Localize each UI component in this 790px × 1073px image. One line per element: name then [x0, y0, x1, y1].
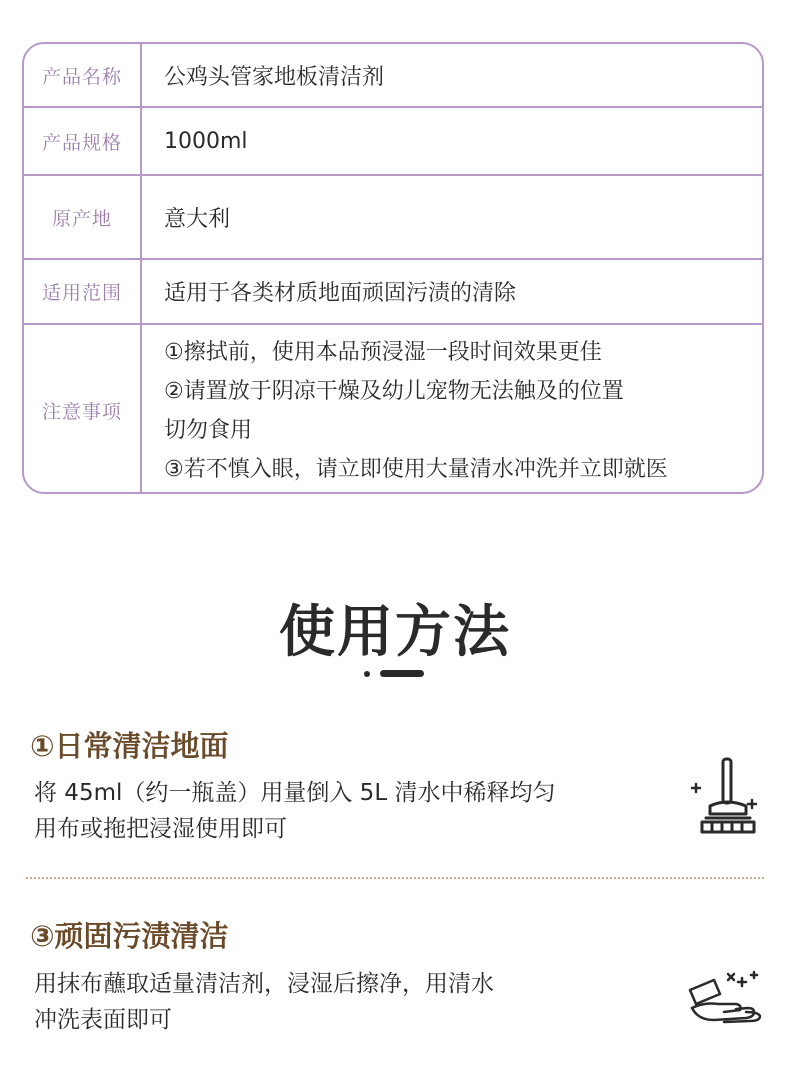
- step-desc-stubborn: [34, 966, 674, 1038]
- spec-label: 产品名称: [24, 44, 142, 106]
- spec-value: 适用于各类材质地面顽固污渍的清除: [164, 281, 517, 306]
- deco-dot: [364, 671, 370, 677]
- spec-label: 原产地: [24, 176, 142, 258]
- broom-icon: [688, 756, 760, 838]
- section-title: 使用方法: [279, 600, 511, 665]
- step-desc-line: 用布或拖把浸湿使用即可: [34, 816, 287, 842]
- step-desc-line: 将 45ml（约一瓶盖）用量倒入 5L 清水中稀释均匀: [34, 780, 556, 806]
- spec-row-size: [24, 108, 762, 176]
- hand-wiping-icon: [684, 968, 766, 1026]
- step-title-daily: ①日常清洁地面: [30, 729, 229, 763]
- note-line: ②请置放于阴凉干燥及幼儿宠物无法触及的位置: [164, 378, 624, 404]
- spec-value: 意大利: [164, 206, 231, 232]
- step-desc-line: 用抹布蘸取适量清洁剂，浸湿后擦净，用清水: [34, 971, 494, 997]
- step-title-stubborn: ③顽固污渍清洁: [30, 919, 229, 953]
- spec-label: 注意事项: [24, 325, 142, 494]
- spec-value: 1000ml: [164, 128, 248, 154]
- step-desc-daily: [34, 775, 674, 847]
- spec-row-notes: [24, 325, 762, 494]
- notes-list: [142, 325, 762, 494]
- spec-row-origin: [24, 176, 762, 260]
- deco-bar: [380, 670, 424, 677]
- note-line: ①擦拭前，使用本品预浸湿一段时间效果更佳: [164, 339, 602, 365]
- section-divider: [26, 877, 764, 879]
- spec-row-name: [24, 44, 762, 108]
- note-line: 切勿食用: [164, 417, 253, 443]
- spec-row-scope: [24, 260, 762, 325]
- spec-label: 产品规格: [24, 108, 142, 174]
- step-desc-line: 冲洗表面即可: [34, 1007, 172, 1033]
- spec-table: [22, 42, 764, 494]
- spec-value: 公鸡头管家地板清洁剂: [164, 64, 385, 90]
- note-line: ③若不慎入眼，请立即使用大量清水冲洗并立即就医: [164, 456, 668, 482]
- spec-label: 适用范围: [24, 260, 142, 323]
